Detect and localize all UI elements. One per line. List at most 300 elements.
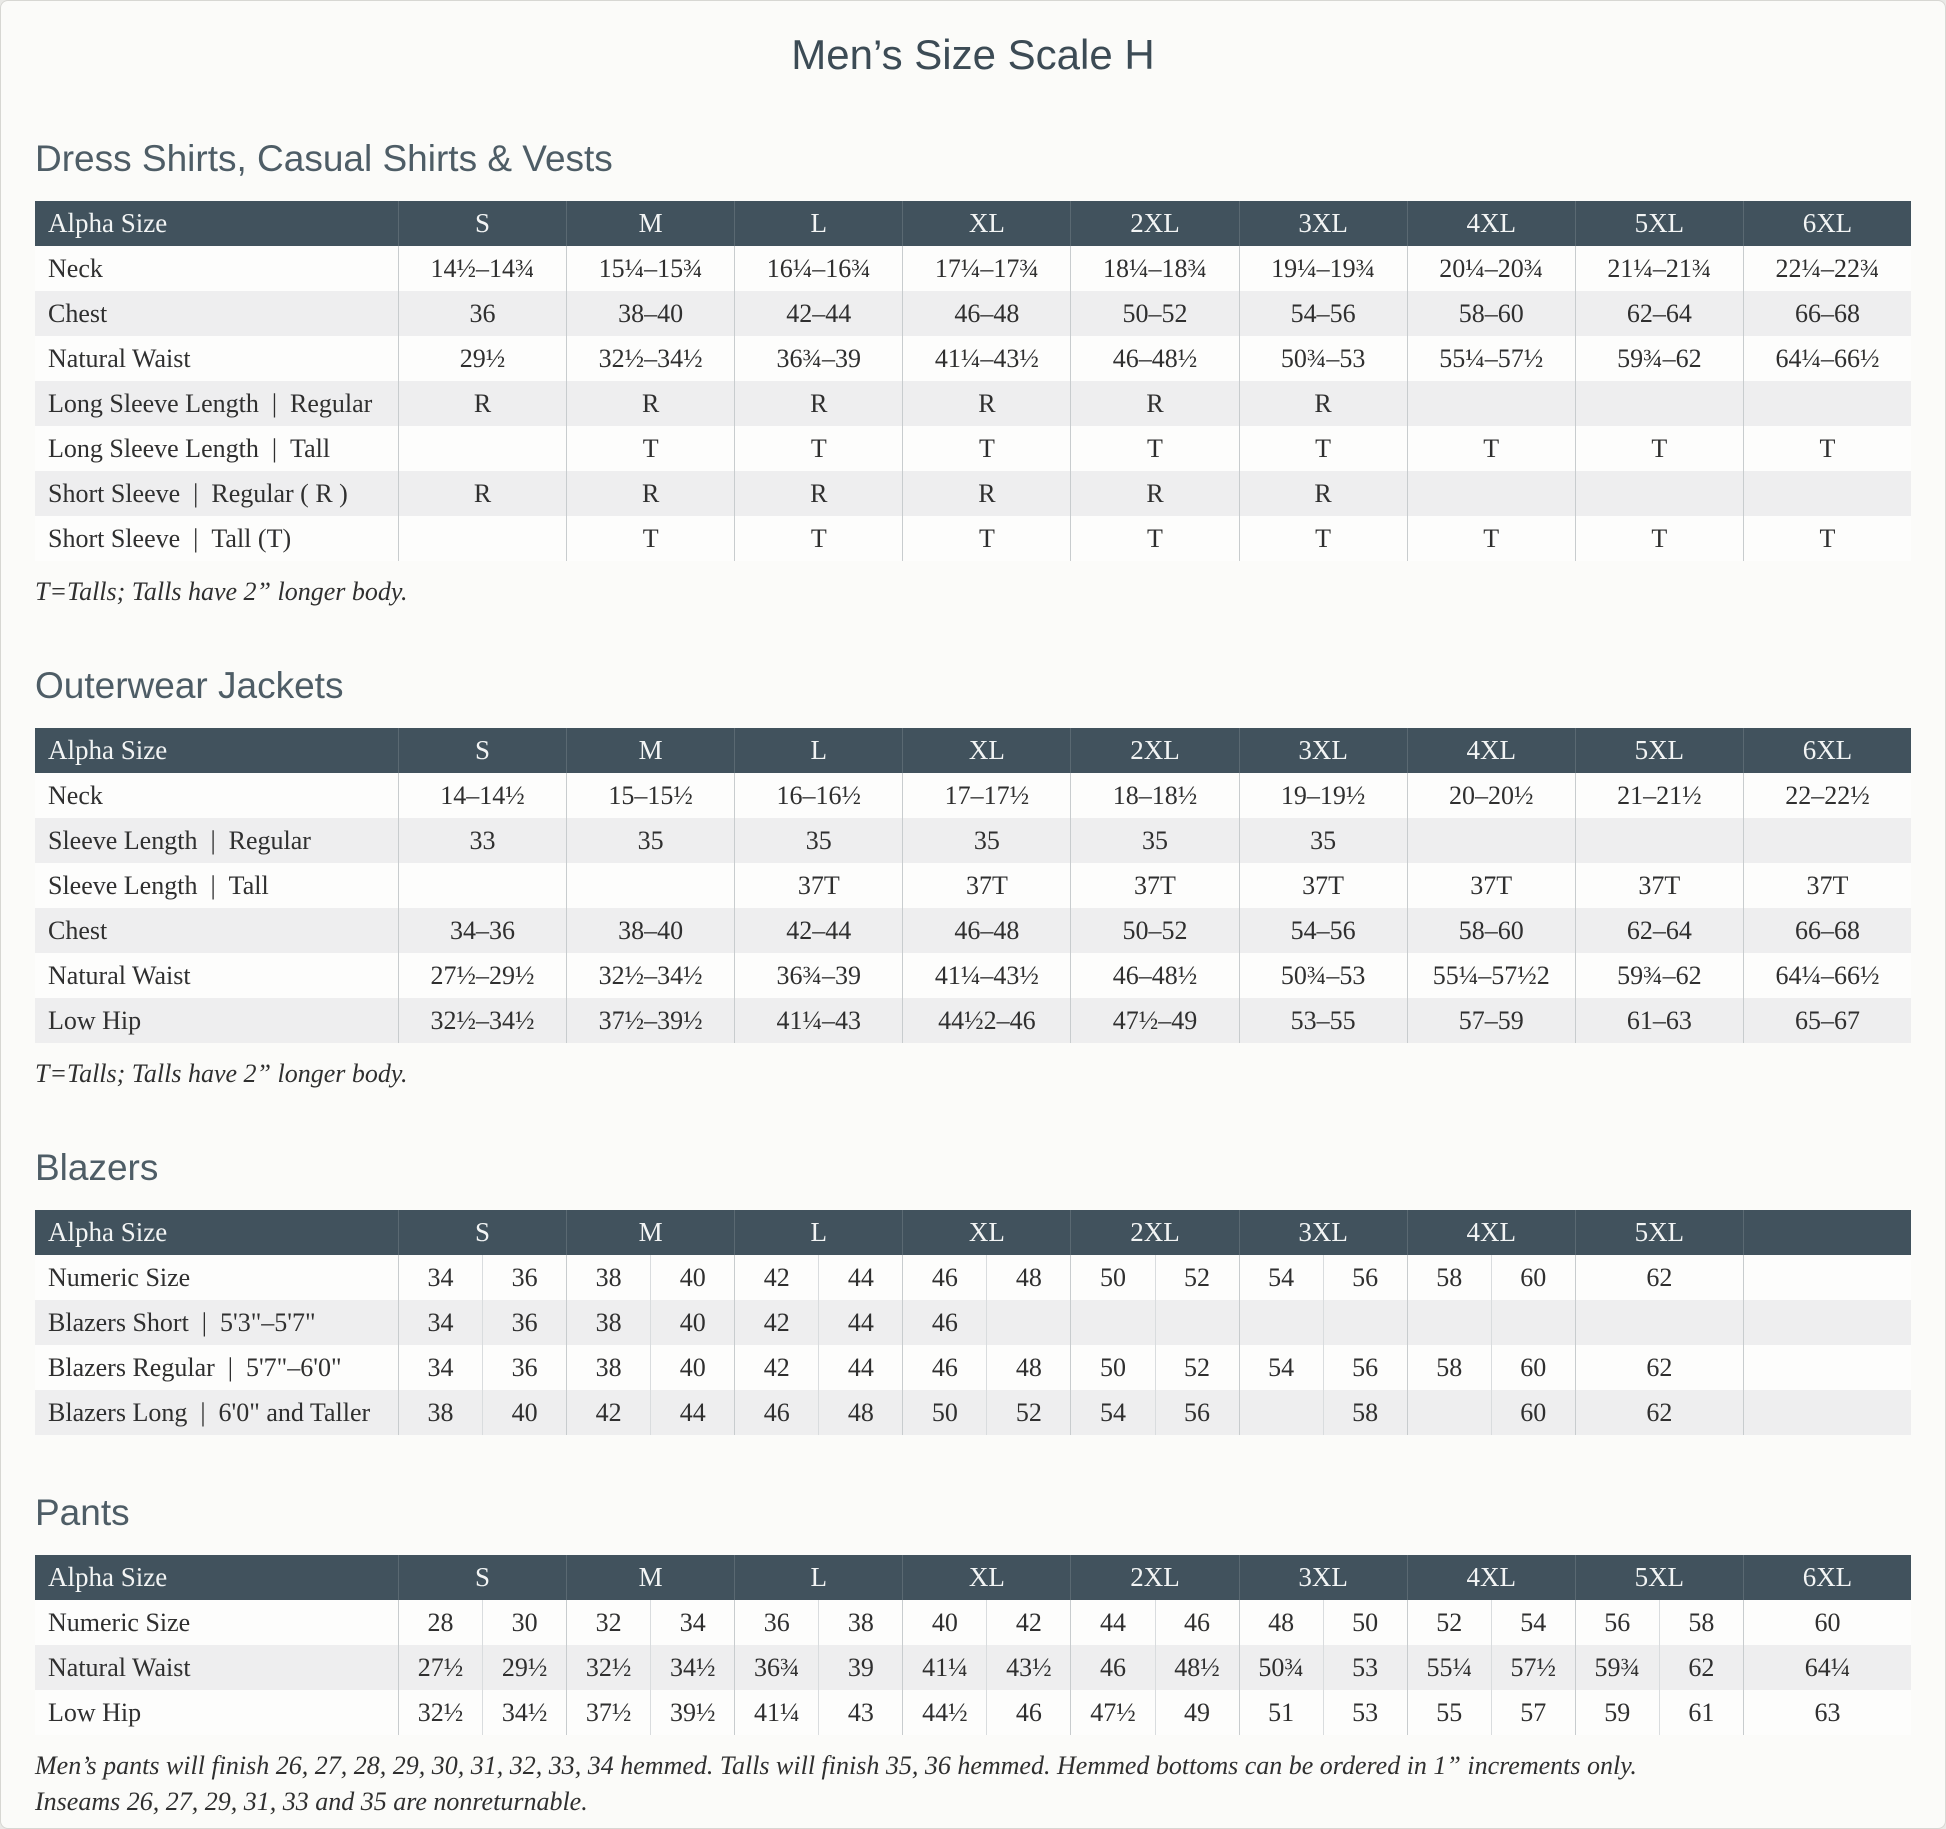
value-cell — [1070, 1255, 1238, 1300]
value-subcell: 54 — [1268, 1262, 1295, 1292]
value-subcell: 60 — [1814, 1607, 1841, 1637]
value-subcell: 53 — [1323, 1690, 1407, 1735]
header-size-cell: 3XL — [1239, 1210, 1407, 1255]
value-subcell: 44 — [1099, 1607, 1126, 1637]
table-row — [35, 1300, 1911, 1345]
value-subcell: 46 — [986, 1690, 1070, 1735]
section-blazers — [35, 1146, 1911, 1435]
value-cell — [398, 1345, 566, 1390]
table-row — [35, 1600, 1911, 1645]
row-label: Long Sleeve Length | Tall — [48, 433, 331, 463]
table-row — [35, 998, 1911, 1043]
value-subcell: 48½ — [1155, 1645, 1239, 1690]
value-cell — [1407, 1300, 1575, 1345]
value-cell: 19–19½ — [1239, 773, 1407, 818]
value-cell: 37½–39½ — [566, 998, 734, 1043]
header-size-cell: 5XL — [1575, 1555, 1743, 1600]
value-cell — [734, 1600, 902, 1645]
value-cell — [1575, 471, 1743, 516]
value-cell: 27½–29½ — [398, 953, 566, 998]
value-subcell: 46 — [763, 1397, 790, 1427]
value-cell — [566, 1600, 734, 1645]
value-subcell: 29½ — [482, 1645, 566, 1690]
value-subcell: 32 — [595, 1607, 622, 1637]
value-cell: 32½–34½ — [566, 953, 734, 998]
value-cell — [566, 1690, 734, 1735]
table-row — [35, 336, 1911, 381]
value-cell: 20–20½ — [1407, 773, 1575, 818]
value-subcell — [1408, 1390, 1491, 1435]
value-subcell: 49 — [1155, 1690, 1239, 1735]
row-label: Blazers Short | 5'3"–5'7" — [48, 1307, 316, 1337]
value-subcell: 64¼ — [1804, 1652, 1851, 1682]
value-cell — [734, 1345, 902, 1390]
value-subcell: 30 — [482, 1600, 566, 1645]
value-cell: 38–40 — [566, 291, 734, 336]
value-subcell: 50¾ — [1258, 1652, 1304, 1682]
value-cell: 18–18½ — [1070, 773, 1238, 818]
outerwear-jackets-table — [35, 728, 1911, 1043]
value-cell: 16–16½ — [734, 773, 902, 818]
value-subcell: 60 — [1491, 1345, 1575, 1390]
table-row — [35, 1645, 1911, 1690]
value-cell — [1575, 1645, 1743, 1690]
header-size-cell: 4XL — [1407, 201, 1575, 246]
value-cell: 21¼–21¾ — [1575, 246, 1743, 291]
value-subcell — [1744, 1345, 1911, 1390]
value-cell: T — [1239, 516, 1407, 561]
header-size-cell: S — [398, 728, 566, 773]
value-cell: 35 — [734, 818, 902, 863]
value-cell — [1743, 1645, 1911, 1690]
section-pants — [35, 1491, 1911, 1818]
value-cell — [902, 1690, 1070, 1735]
value-cell: 59¾–62 — [1575, 336, 1743, 381]
header-size-cell: 5XL — [1575, 1210, 1743, 1255]
section-dress-shirts-casual-shirts-vests — [35, 137, 1911, 608]
header-size-cell: L — [734, 1555, 902, 1600]
value-subcell: 50 — [1099, 1352, 1126, 1382]
value-subcell: 40 — [650, 1255, 734, 1300]
value-cell: 50–52 — [1070, 291, 1238, 336]
header-size-cell: XL — [902, 728, 1070, 773]
value-subcell: 52 — [1155, 1345, 1239, 1390]
table-row — [35, 908, 1911, 953]
value-subcell — [986, 1300, 1070, 1345]
table-header-row — [35, 201, 1911, 246]
value-subcell: 59¾ — [1594, 1652, 1641, 1682]
value-cell — [1407, 1255, 1575, 1300]
value-subcell — [1155, 1300, 1239, 1345]
value-subcell: 48 — [818, 1390, 902, 1435]
row-label: Short Sleeve | Regular ( R ) — [48, 478, 348, 508]
row-label: Chest — [48, 915, 108, 945]
table-row — [35, 516, 1911, 561]
value-cell: 36¾–39 — [734, 953, 902, 998]
value-cell: 35 — [902, 818, 1070, 863]
value-cell — [1743, 1345, 1911, 1390]
value-cell: 35 — [1239, 818, 1407, 863]
value-cell — [566, 1645, 734, 1690]
value-cell: R — [902, 381, 1070, 426]
value-subcell: 34 — [427, 1352, 454, 1382]
sections — [35, 137, 1911, 1818]
value-cell — [1743, 1600, 1911, 1645]
value-subcell: 44 — [818, 1300, 902, 1345]
value-cell: 37T — [1575, 863, 1743, 908]
value-cell: 21–21½ — [1575, 773, 1743, 818]
value-subcell: 55 — [1436, 1697, 1463, 1727]
value-cell: 15–15½ — [566, 773, 734, 818]
value-cell: 41¼–43½ — [902, 336, 1070, 381]
row-label: Neck — [48, 780, 103, 810]
value-cell: 55¼–57½2 — [1407, 953, 1575, 998]
value-subcell: 58 — [1323, 1390, 1407, 1435]
value-cell — [734, 1645, 902, 1690]
value-cell: 58–60 — [1407, 908, 1575, 953]
value-cell: 14½–14¾ — [398, 246, 566, 291]
value-cell — [566, 1255, 734, 1300]
value-cell: 46–48½ — [1070, 953, 1238, 998]
table-row — [35, 863, 1911, 908]
value-cell: 32½–34½ — [566, 336, 734, 381]
value-cell — [398, 1645, 566, 1690]
value-cell — [902, 1255, 1070, 1300]
value-subcell: 60 — [1491, 1390, 1575, 1435]
header-size-cell: M — [566, 201, 734, 246]
value-cell — [1070, 1390, 1238, 1435]
value-subcell — [1576, 1300, 1743, 1345]
value-cell: T — [902, 426, 1070, 471]
value-subcell — [1744, 1255, 1911, 1300]
section-title-blazers: Blazers — [35, 1147, 159, 1188]
header-size-cell: 6XL — [1743, 728, 1911, 773]
value-subcell: 48 — [986, 1255, 1070, 1300]
value-cell: 20¼–20¾ — [1407, 246, 1575, 291]
value-subcell — [1408, 1300, 1491, 1345]
header-size-cell: L — [734, 1210, 902, 1255]
value-cell — [1070, 1345, 1238, 1390]
value-subcell: 58 — [1436, 1262, 1463, 1292]
value-cell: 35 — [1070, 818, 1238, 863]
value-subcell: 38 — [427, 1397, 454, 1427]
value-subcell: 52 — [1155, 1255, 1239, 1300]
value-subcell — [1323, 1300, 1407, 1345]
value-subcell: 56 — [1604, 1607, 1631, 1637]
value-cell — [1743, 1690, 1911, 1735]
value-cell: 46–48 — [902, 291, 1070, 336]
table-row — [35, 291, 1911, 336]
value-cell: 19¼–19¾ — [1239, 246, 1407, 291]
header-label-cell: Alpha Size — [48, 208, 168, 238]
header-size-cell: L — [734, 728, 902, 773]
value-subcell: 34 — [427, 1307, 454, 1337]
value-cell: T — [1070, 516, 1238, 561]
value-subcell — [1071, 1300, 1154, 1345]
value-cell: 50¾–53 — [1239, 953, 1407, 998]
value-subcell: 46 — [1099, 1652, 1126, 1682]
value-cell — [902, 1645, 1070, 1690]
value-cell: R — [398, 381, 566, 426]
value-cell: 66–68 — [1743, 908, 1911, 953]
value-subcell — [1491, 1300, 1575, 1345]
value-cell: 37T — [1743, 863, 1911, 908]
value-subcell: 43½ — [986, 1645, 1070, 1690]
value-cell: 38–40 — [566, 908, 734, 953]
value-cell — [1239, 1600, 1407, 1645]
value-cell — [1743, 471, 1911, 516]
row-label: Numeric Size — [48, 1607, 191, 1637]
value-cell: 47½–49 — [1070, 998, 1238, 1043]
value-subcell: 34½ — [650, 1645, 734, 1690]
header-size-cell — [1743, 1210, 1911, 1255]
value-cell — [1743, 1300, 1911, 1345]
value-cell — [1575, 1390, 1743, 1435]
value-subcell: 46 — [931, 1352, 958, 1382]
value-cell — [1575, 818, 1743, 863]
value-cell: T — [1575, 426, 1743, 471]
table-row — [35, 246, 1911, 291]
value-cell: T — [734, 516, 902, 561]
table-header-row — [35, 1210, 1911, 1255]
row-label: Sleeve Length | Tall — [48, 870, 269, 900]
value-subcell: 40 — [650, 1300, 734, 1345]
value-cell: R — [734, 471, 902, 516]
value-cell: 46–48½ — [1070, 336, 1238, 381]
row-label: Natural Waist — [48, 1652, 191, 1682]
value-subcell: 46 — [1155, 1600, 1239, 1645]
value-subcell: 38 — [595, 1352, 622, 1382]
dress-shirts-casual-shirts-vests-table — [35, 201, 1911, 561]
value-cell — [1239, 1300, 1407, 1345]
value-subcell: 36 — [482, 1345, 566, 1390]
value-cell — [1743, 1390, 1911, 1435]
blazers-table — [35, 1210, 1911, 1435]
value-cell — [1575, 1690, 1743, 1735]
value-cell — [398, 1690, 566, 1735]
value-subcell: 61 — [1659, 1690, 1743, 1735]
value-cell — [398, 863, 566, 908]
header-size-cell: 3XL — [1239, 728, 1407, 773]
value-cell — [1239, 1690, 1407, 1735]
value-cell: T — [1407, 426, 1575, 471]
value-cell — [398, 516, 566, 561]
section-title-pants: Pants — [35, 1492, 130, 1533]
value-subcell: 46 — [931, 1307, 958, 1337]
value-subcell: 47½ — [1090, 1697, 1136, 1727]
table-row — [35, 1390, 1911, 1435]
value-cell: 22–22½ — [1743, 773, 1911, 818]
value-subcell: 44 — [818, 1345, 902, 1390]
value-cell: 29½ — [398, 336, 566, 381]
value-subcell: 56 — [1323, 1345, 1407, 1390]
table-row — [35, 381, 1911, 426]
value-subcell: 36¾ — [754, 1652, 800, 1682]
row-label: Sleeve Length | Regular — [48, 825, 311, 855]
value-cell — [1407, 1390, 1575, 1435]
value-cell: R — [398, 471, 566, 516]
value-cell — [1070, 1600, 1238, 1645]
value-cell: T — [902, 516, 1070, 561]
value-cell: T — [1575, 516, 1743, 561]
value-subcell: 43 — [818, 1690, 902, 1735]
value-cell: 17–17½ — [902, 773, 1070, 818]
table-row — [35, 1345, 1911, 1390]
value-subcell: 50 — [1323, 1600, 1407, 1645]
table-row — [35, 1255, 1911, 1300]
value-cell: 37T — [1070, 863, 1238, 908]
section-outerwear-jackets — [35, 664, 1911, 1090]
value-subcell: 56 — [1323, 1255, 1407, 1300]
value-cell — [398, 1300, 566, 1345]
value-subcell: 58 — [1436, 1352, 1463, 1382]
value-cell: 64¼–66½ — [1743, 336, 1911, 381]
value-subcell: 36 — [482, 1255, 566, 1300]
pants-table — [35, 1555, 1911, 1735]
table-row — [35, 471, 1911, 516]
value-subcell: 50 — [931, 1397, 958, 1427]
value-subcell — [1240, 1300, 1323, 1345]
value-subcell: 62 — [1659, 1645, 1743, 1690]
value-subcell: 34 — [650, 1600, 734, 1645]
value-subcell: 38 — [595, 1262, 622, 1292]
header-size-cell: S — [398, 1210, 566, 1255]
value-subcell: 59 — [1604, 1697, 1631, 1727]
value-cell: T — [1743, 426, 1911, 471]
value-subcell: 54 — [1268, 1352, 1295, 1382]
value-cell: 54–56 — [1239, 908, 1407, 953]
value-cell: 59¾–62 — [1575, 953, 1743, 998]
value-subcell: 48 — [986, 1345, 1070, 1390]
value-cell — [1575, 1600, 1743, 1645]
header-label-cell: Alpha Size — [48, 1217, 168, 1247]
table-row — [35, 773, 1911, 818]
value-subcell: 28 — [427, 1607, 454, 1637]
value-subcell: 52 — [1436, 1607, 1463, 1637]
value-cell — [1407, 381, 1575, 426]
row-label: Neck — [48, 253, 103, 283]
value-cell — [1070, 1645, 1238, 1690]
row-label: Short Sleeve | Tall (T) — [48, 523, 292, 553]
value-subcell: 38 — [595, 1307, 622, 1337]
value-cell — [1575, 1255, 1743, 1300]
row-label: Low Hip — [48, 1697, 142, 1727]
footnote: T=Talls; Talls have 2” longer body. — [35, 577, 408, 606]
value-cell — [1743, 1255, 1911, 1300]
value-subcell: 62 — [1646, 1352, 1673, 1382]
value-cell — [1575, 1345, 1743, 1390]
value-cell: 46–48 — [902, 908, 1070, 953]
value-cell — [566, 1390, 734, 1435]
value-cell: R — [1239, 471, 1407, 516]
table-header-row — [35, 728, 1911, 773]
value-cell — [1239, 1645, 1407, 1690]
value-subcell: 36 — [763, 1607, 790, 1637]
value-cell: T — [1070, 426, 1238, 471]
value-cell: 36¾–39 — [734, 336, 902, 381]
value-cell — [566, 1300, 734, 1345]
value-cell — [1407, 471, 1575, 516]
value-cell: 42–44 — [734, 291, 902, 336]
section-title-outerwear-jackets: Outerwear Jackets — [35, 665, 344, 706]
value-subcell: 50 — [1099, 1262, 1126, 1292]
value-cell — [1407, 1690, 1575, 1735]
value-cell: 65–67 — [1743, 998, 1911, 1043]
value-cell: 16¼–16¾ — [734, 246, 902, 291]
row-label: Natural Waist — [48, 343, 191, 373]
header-size-cell: 4XL — [1407, 728, 1575, 773]
value-subcell — [1240, 1390, 1323, 1435]
value-subcell: 41¼ — [754, 1697, 800, 1727]
value-cell — [1575, 381, 1743, 426]
value-cell: 22¼–22¾ — [1743, 246, 1911, 291]
header-size-cell: M — [566, 728, 734, 773]
header-label-cell: Alpha Size — [48, 735, 168, 765]
header-size-cell: M — [566, 1555, 734, 1600]
value-cell — [1407, 1600, 1575, 1645]
value-cell — [1239, 1390, 1407, 1435]
value-subcell: 42 — [595, 1397, 622, 1427]
value-subcell: 44 — [650, 1390, 734, 1435]
row-label: Blazers Long | 6'0" and Taller — [48, 1397, 371, 1427]
value-cell — [734, 1390, 902, 1435]
value-cell — [566, 863, 734, 908]
value-subcell: 36 — [482, 1300, 566, 1345]
value-subcell: 41¼ — [922, 1652, 968, 1682]
value-cell: 33 — [398, 818, 566, 863]
table-row — [35, 1690, 1911, 1735]
value-cell — [398, 1255, 566, 1300]
value-cell — [1407, 1345, 1575, 1390]
value-cell: T — [734, 426, 902, 471]
value-subcell: 44½ — [922, 1697, 968, 1727]
value-cell — [1743, 381, 1911, 426]
value-cell — [1239, 1255, 1407, 1300]
value-subcell: 54 — [1491, 1600, 1575, 1645]
table-row — [35, 818, 1911, 863]
value-cell — [1239, 1345, 1407, 1390]
value-cell: T — [566, 426, 734, 471]
header-size-cell: S — [398, 1555, 566, 1600]
value-subcell: 38 — [818, 1600, 902, 1645]
value-subcell — [1744, 1300, 1911, 1345]
row-label: Natural Waist — [48, 960, 191, 990]
value-cell: T — [1239, 426, 1407, 471]
value-cell — [398, 1390, 566, 1435]
value-subcell: 57½ — [1491, 1645, 1575, 1690]
value-subcell: 58 — [1659, 1600, 1743, 1645]
value-cell — [734, 1300, 902, 1345]
value-cell — [566, 1345, 734, 1390]
value-cell: 18¼–18¾ — [1070, 246, 1238, 291]
value-cell: 50¾–53 — [1239, 336, 1407, 381]
value-cell: 58–60 — [1407, 291, 1575, 336]
value-cell: R — [566, 471, 734, 516]
value-subcell: 48 — [1268, 1607, 1295, 1637]
value-subcell: 44 — [818, 1255, 902, 1300]
header-size-cell: L — [734, 201, 902, 246]
value-subcell: 42 — [763, 1307, 790, 1337]
header-size-cell: 6XL — [1743, 201, 1911, 246]
header-size-cell: 2XL — [1070, 201, 1238, 246]
value-cell: 37T — [734, 863, 902, 908]
value-cell — [1575, 1300, 1743, 1345]
value-cell: 44½2–46 — [902, 998, 1070, 1043]
header-size-cell: 3XL — [1239, 1555, 1407, 1600]
value-subcell: 62 — [1646, 1262, 1673, 1292]
value-subcell: 40 — [650, 1345, 734, 1390]
header-size-cell: 5XL — [1575, 728, 1743, 773]
